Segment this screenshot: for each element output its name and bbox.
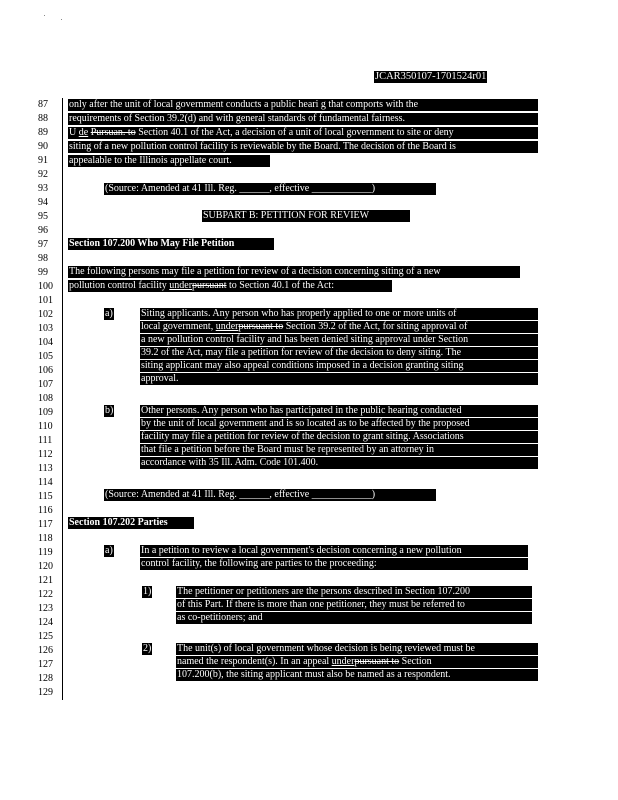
line-number: 90 bbox=[38, 141, 48, 152]
line-number: 109 bbox=[38, 407, 53, 418]
inserted-text: de bbox=[78, 127, 89, 138]
line-number: 89 bbox=[38, 127, 48, 138]
inserted-text: under bbox=[331, 656, 355, 667]
line-number: 107 bbox=[38, 379, 53, 390]
struck-text: pursuant to bbox=[354, 656, 400, 667]
line-number: 111 bbox=[38, 435, 53, 446]
intro-line-89 bbox=[68, 127, 538, 139]
item-a-text: Section 39.2 of the Act, for siting approval of bbox=[285, 321, 468, 332]
item-a-line-105: 39.2 of the Act, may file a petition for review of the decision to deny siting. The bbox=[140, 347, 538, 359]
party-2-text: Section bbox=[401, 656, 432, 667]
line-number: 92 bbox=[38, 169, 48, 180]
line-number: 122 bbox=[38, 589, 53, 600]
section-200-intro-line-99: The following persons may file a petition for review of a decision concerning siting of a new bbox=[68, 266, 520, 278]
intro-line-87: only after the unit of local government conducts a public heari g that comports with the bbox=[68, 99, 538, 111]
line-number: 106 bbox=[38, 365, 53, 376]
party-1-line-123: of this Part. If there is more than one petitioner, they must be referred to bbox=[176, 599, 532, 611]
line-number: 116 bbox=[38, 505, 53, 516]
item-a-line-102: Siting applicants. Any person who has properly applied to one or more units of bbox=[140, 308, 538, 320]
party-2-line-127 bbox=[176, 656, 538, 668]
line-number: 126 bbox=[38, 645, 53, 656]
struck-text: pursuant to bbox=[238, 321, 284, 332]
line-number: 110 bbox=[38, 421, 53, 432]
line-number: 120 bbox=[38, 561, 53, 572]
line-number: 119 bbox=[38, 547, 53, 558]
line-number: 115 bbox=[38, 491, 53, 502]
item-b-line-111: facility may file a petition for review of the decision to grant siting. Associations bbox=[140, 431, 538, 443]
line-number: 118 bbox=[38, 533, 53, 544]
line-number: 104 bbox=[38, 337, 53, 348]
subpart-heading: SUBPART B: PETITION FOR REVIEW bbox=[202, 210, 410, 222]
line-number: 128 bbox=[38, 673, 53, 684]
source-note: (Source: Amended at 41 Ill. Reg. ______, effective ____________) bbox=[104, 489, 436, 501]
item-label-a: a) bbox=[105, 545, 113, 556]
line-number: 123 bbox=[38, 603, 53, 614]
item-a-line-104: a new pollution control facility and has been denied siting approval under Section bbox=[140, 334, 538, 346]
item-b-line-112: that file a petition before the Board must be represented by an attorney in bbox=[140, 444, 538, 456]
line-number: 117 bbox=[38, 519, 53, 530]
parties-a-line-120: control facility, the following are parties to the proceeding: bbox=[140, 558, 528, 570]
item-a-line-103 bbox=[140, 321, 538, 333]
line-number: 112 bbox=[38, 449, 53, 460]
line-number: 114 bbox=[38, 477, 53, 488]
source-note: (Source: Amended at 41 Ill. Reg. ______, effective ____________) bbox=[104, 183, 436, 195]
inserted-text: under bbox=[215, 321, 239, 332]
line-number: 93 bbox=[38, 183, 48, 194]
party-1-line-122: The petitioner or petitioners are the persons described in Section 107.200 bbox=[176, 586, 532, 598]
party-2-line-128: 107.200(b), the siting applicant must also be named as a respondent. bbox=[176, 669, 538, 681]
item-a-line-106: siting applicant may also appeal conditions imposed in a decision granting siting bbox=[140, 360, 538, 372]
struck-text: pursuant bbox=[192, 280, 227, 291]
line-number: 124 bbox=[38, 617, 53, 628]
line-number: 96 bbox=[38, 225, 48, 236]
line-number-rule bbox=[62, 98, 63, 700]
party-2-line-126: The unit(s) of local government whose decision is being reviewed must be bbox=[176, 643, 538, 655]
line-number: 129 bbox=[38, 687, 53, 698]
line-number: 87 bbox=[38, 99, 48, 110]
scan-speck bbox=[61, 19, 62, 20]
line-number: 99 bbox=[38, 267, 48, 278]
item-label-b: b) bbox=[105, 405, 114, 416]
struck-text: Pursuan. to bbox=[90, 127, 136, 138]
line-number: 103 bbox=[38, 323, 53, 334]
line-number: 125 bbox=[38, 631, 53, 642]
section-heading-107-200: Section 107.200 Who May File Petition bbox=[68, 238, 274, 250]
line-number: 121 bbox=[38, 575, 53, 586]
inserted-text: under bbox=[169, 280, 193, 291]
item-b-line-109: Other persons. Any person who has participated in the public hearing conducted bbox=[140, 405, 538, 417]
section-200-intro-line-100 bbox=[68, 280, 392, 292]
line-number: 102 bbox=[38, 309, 53, 320]
item-label-1: 1) bbox=[143, 586, 152, 597]
line-number: 97 bbox=[38, 239, 48, 250]
line-number: 105 bbox=[38, 351, 53, 362]
line-number: 98 bbox=[38, 253, 48, 264]
item-b-line-113: accordance with 35 Ill. Adm. Code 101.400. bbox=[140, 457, 538, 469]
line-number: 100 bbox=[38, 281, 53, 292]
item-a-text: local government, bbox=[141, 321, 214, 332]
line-number: 101 bbox=[38, 295, 53, 306]
section-200-intro-text: pollution control facility bbox=[69, 280, 167, 291]
line-number: 127 bbox=[38, 659, 53, 670]
scan-speck bbox=[44, 15, 45, 16]
intro-line-88: requirements of Section 39.2(d) and with general standards of fundamental fairness. bbox=[68, 113, 538, 125]
item-label-2: 2) bbox=[143, 643, 152, 654]
intro-line-89-prefix: U bbox=[69, 127, 77, 138]
section-200-intro-text: to Section 40.1 of the Act: bbox=[229, 280, 334, 291]
line-number: 108 bbox=[38, 393, 53, 404]
line-number: 113 bbox=[38, 463, 53, 474]
line-number: 91 bbox=[38, 155, 48, 166]
intro-line-91: appealable to the Illinois appellate court. bbox=[68, 155, 270, 167]
document-code-header: JCAR350107-1701524r01 bbox=[375, 71, 487, 82]
parties-a-line-119: In a petition to review a local government's decision concerning a new pollution bbox=[140, 545, 528, 557]
party-1-line-124: as co-petitioners; and bbox=[176, 612, 532, 624]
line-number: 94 bbox=[38, 197, 48, 208]
item-a-line-107: approval. bbox=[140, 373, 538, 385]
line-number: 95 bbox=[38, 211, 48, 222]
section-heading-107-202: Section 107.202 Parties bbox=[68, 517, 194, 529]
line-number: 88 bbox=[38, 113, 48, 124]
party-2-text: named the respondent(s). In an appeal bbox=[177, 656, 330, 667]
item-label-a: a) bbox=[105, 308, 113, 319]
intro-line-89-text: Section 40.1 of the Act, a decision of a unit of local government to site or deny bbox=[138, 127, 454, 138]
intro-line-90: siting of a new pollution control facility is reviewable by the Board. The decision of the Board is bbox=[68, 141, 538, 153]
item-b-line-110: by the unit of local government and is so located as to be affected by the proposed bbox=[140, 418, 538, 430]
